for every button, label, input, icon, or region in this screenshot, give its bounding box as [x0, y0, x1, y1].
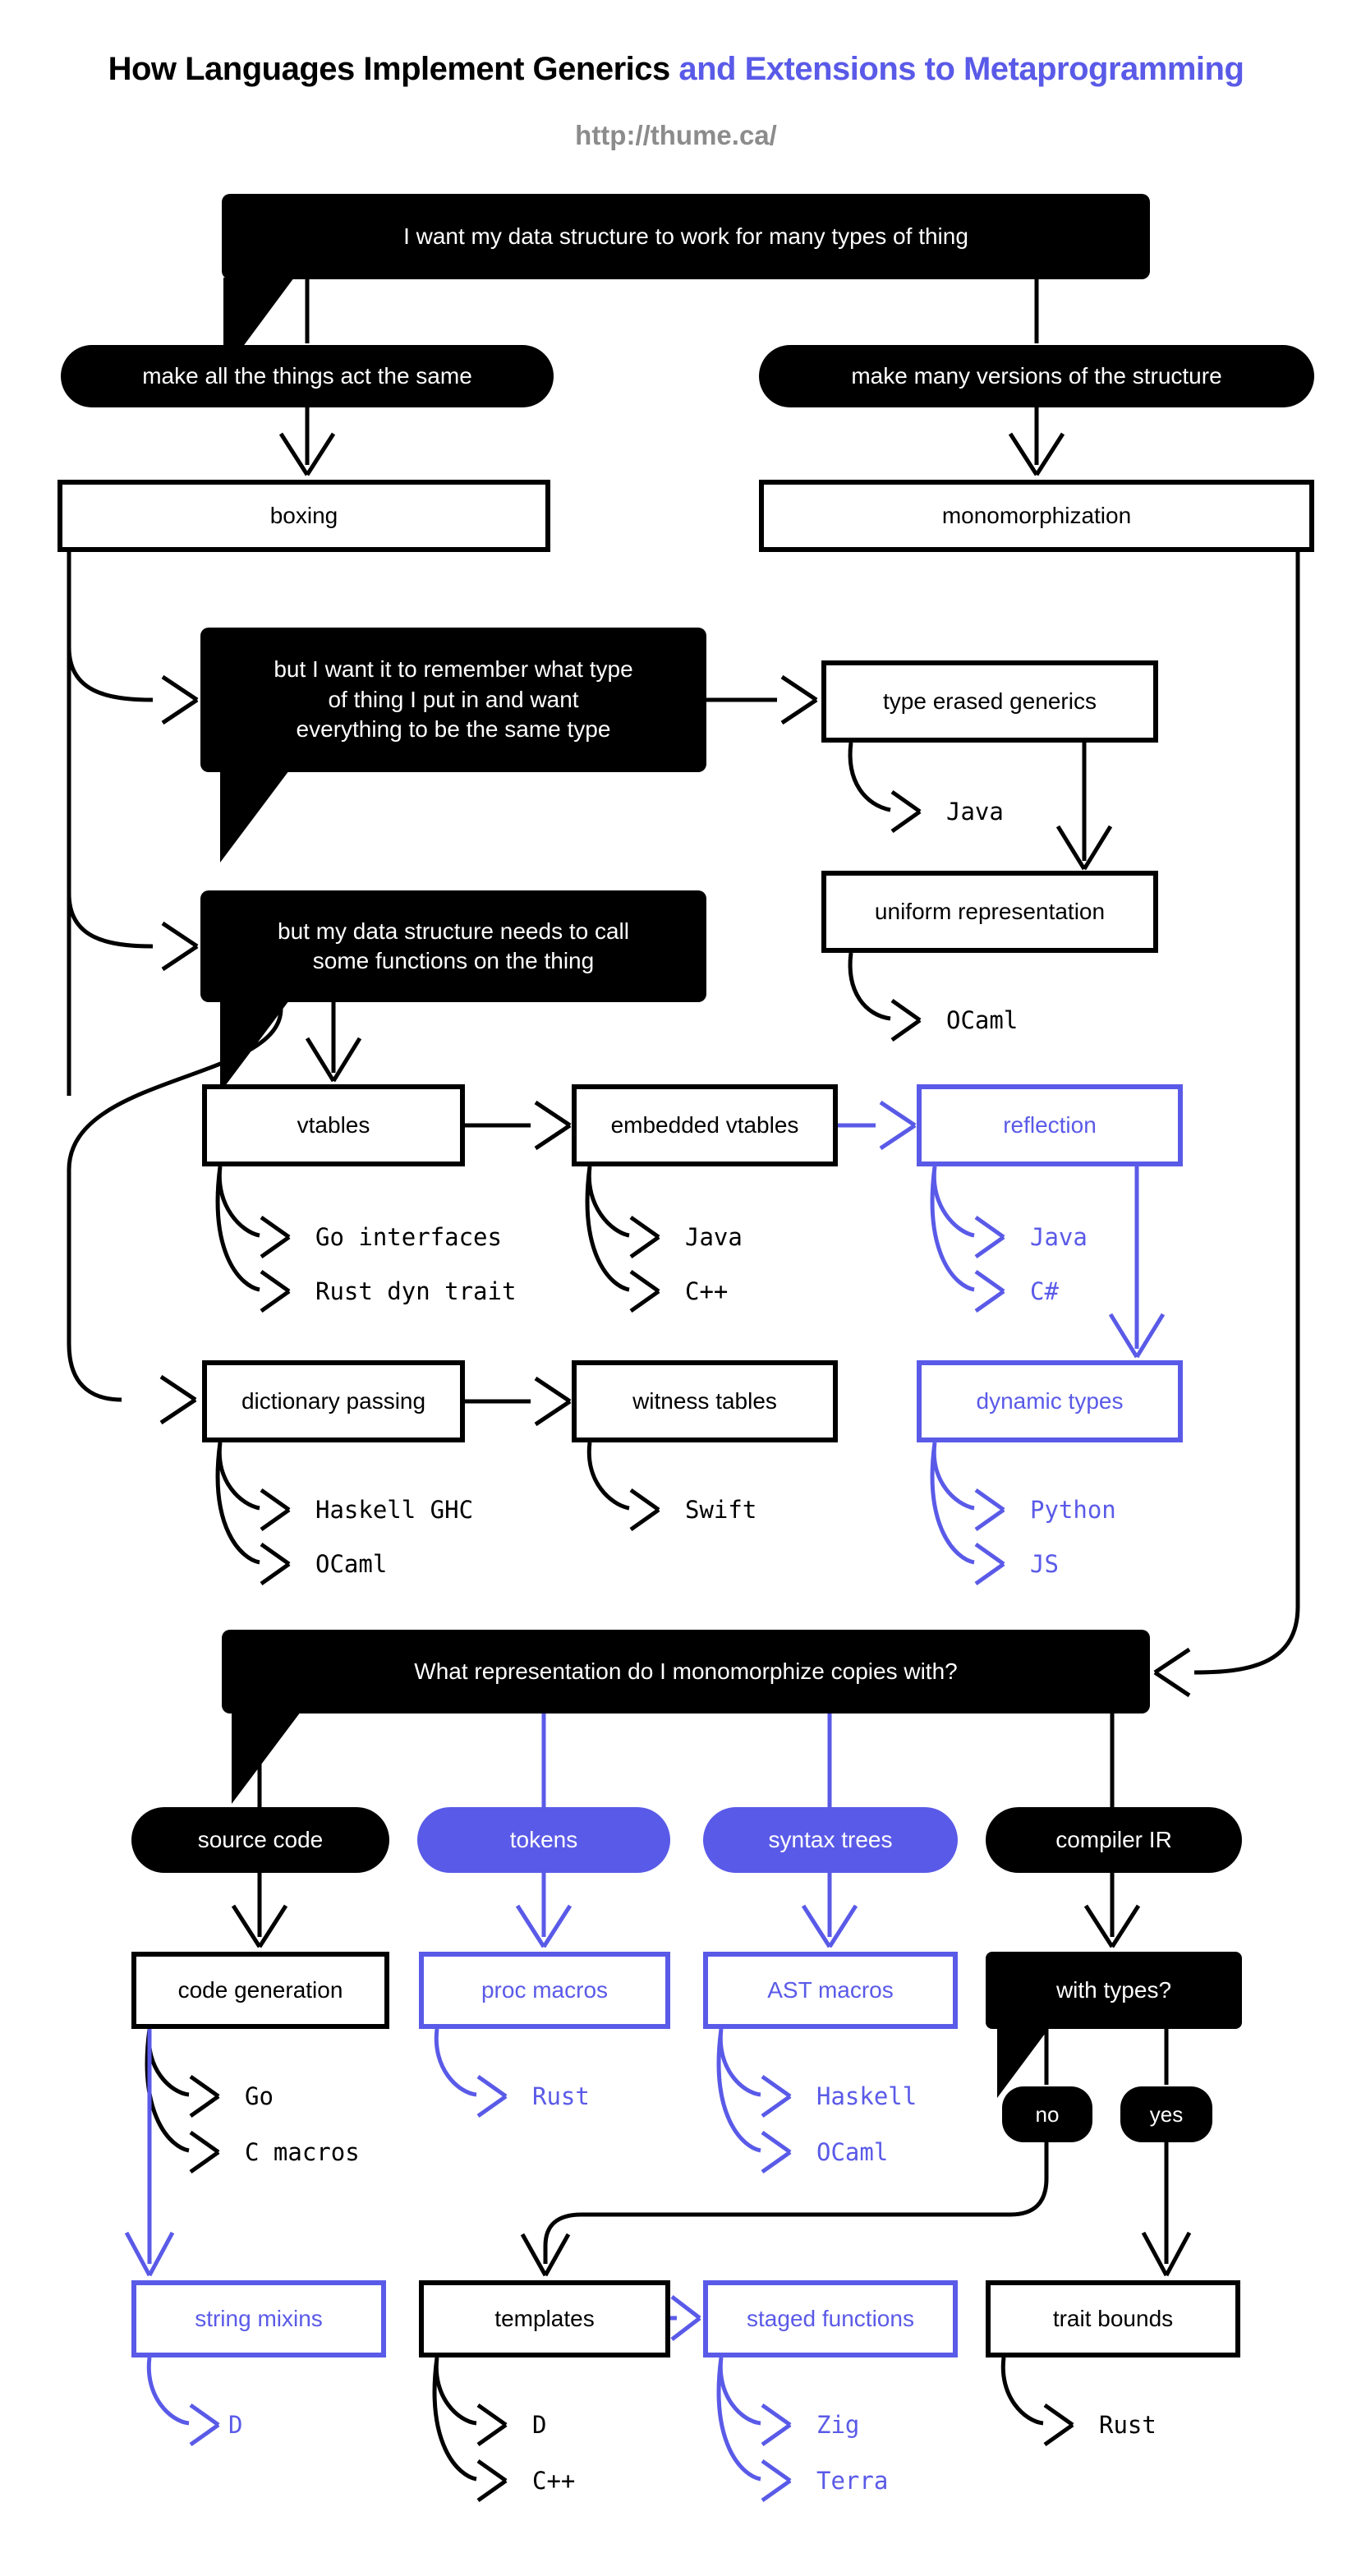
lang-js-dynamic: JS: [1030, 1550, 1059, 1578]
box-embedded-vtables-label: embedded vtables: [610, 1112, 799, 1138]
lang-d-string-mixins: D: [228, 2411, 243, 2439]
lang-rust-proc-macros: Rust: [532, 2082, 590, 2110]
pill-compiler-ir-label: compiler IR: [1055, 1827, 1172, 1852]
box-dynamic-types-label: dynamic types: [976, 1388, 1124, 1414]
box-code-generation: [131, 1952, 389, 2029]
box-string-mixins-label: string mixins: [195, 2306, 323, 2331]
lang-go-interfaces: Go interfaces: [315, 1223, 502, 1251]
box-monomorphization: [759, 480, 1314, 552]
page-title-black: How Languages Implement Generics: [108, 51, 670, 87]
pill-many-versions: [759, 345, 1314, 407]
box-trait-bounds-label: trait bounds: [1052, 2306, 1174, 2331]
pill-no: [1002, 2086, 1092, 2142]
box-dictionary-passing: [202, 1360, 465, 1442]
pill-no-label: no: [1035, 2101, 1060, 2127]
box-trait-bounds: [986, 2280, 1240, 2358]
lang-cpp-templates: C++: [532, 2467, 576, 2495]
bubble-many-types-label: I want my data structure to work for many types of thing: [403, 223, 968, 249]
lang-ocaml-dictionary: OCaml: [315, 1550, 388, 1578]
pill-act-the-same: [61, 345, 554, 407]
box-code-generation-label: code generation: [177, 1977, 343, 2003]
box-monomorphization-label: monomorphization: [941, 503, 1132, 528]
lang-rust-dyn-trait: Rust dyn trait: [315, 1277, 517, 1305]
box-staged-functions: [703, 2280, 958, 2358]
box-witness-tables: [572, 1360, 838, 1442]
lang-terra-staged: Terra: [816, 2467, 889, 2495]
lang-ocaml-uniform: OCaml: [946, 1006, 1019, 1034]
box-type-erased-generics: [821, 660, 1158, 743]
lang-cpp-embedded: C++: [685, 1277, 729, 1305]
pill-tokens-label: tokens: [509, 1827, 578, 1852]
page-title-blue: and Extensions to Metaprogramming: [669, 51, 1244, 87]
lang-haskell-ghc: Haskell GHC: [315, 1496, 474, 1524]
pill-act-the-same-label: make all the things act the same: [142, 363, 472, 389]
lang-c-macros: C macros: [245, 2138, 360, 2166]
lang-csharp-reflection: C#: [1030, 1277, 1059, 1305]
pill-many-versions-label: make many versions of the structure: [851, 363, 1222, 389]
box-vtables-label: vtables: [297, 1112, 370, 1138]
lang-python-dynamic: Python: [1030, 1496, 1116, 1524]
page-subtitle: http://thume.ca/: [575, 120, 777, 150]
box-embedded-vtables: [572, 1084, 838, 1166]
lang-zig-staged: Zig: [816, 2411, 860, 2439]
box-vtables: [202, 1084, 465, 1166]
box-dynamic-types: [917, 1360, 1183, 1442]
box-proc-macros: [419, 1952, 670, 2029]
box-type-erased-generics-label: type erased generics: [883, 688, 1097, 714]
lang-java-embedded: Java: [685, 1223, 743, 1251]
lang-d-templates: D: [532, 2411, 547, 2439]
bubble-with-types: [986, 1952, 1242, 2029]
bubble-call-functions: [200, 890, 706, 1002]
box-ast-macros-label: AST macros: [767, 1977, 894, 2003]
pill-syntax-trees-label: syntax trees: [768, 1827, 893, 1852]
lang-ocaml-ast-macros: OCaml: [816, 2138, 889, 2166]
box-uniform-representation-label: uniform representation: [874, 899, 1106, 924]
pill-yes: [1120, 2086, 1212, 2142]
box-witness-tables-label: witness tables: [632, 1388, 777, 1414]
bubble-many-types: [222, 194, 1150, 279]
box-templates-label: templates: [494, 2306, 595, 2331]
pill-source-code-label: source code: [197, 1827, 324, 1852]
box-staged-functions-label: staged functions: [747, 2306, 914, 2331]
lang-haskell-ast-macros: Haskell: [816, 2082, 917, 2110]
lang-java-type-erased: Java: [946, 798, 1004, 826]
box-ast-macros: [703, 1952, 958, 2029]
bubble-with-types-label: with types?: [1055, 1976, 1172, 2003]
box-proc-macros-label: proc macros: [481, 1977, 609, 2003]
bubble-monomorphize-representation: [222, 1630, 1150, 1714]
pill-compiler-ir: [986, 1807, 1242, 1873]
pill-syntax-trees: [703, 1807, 958, 1873]
box-boxing-label: boxing: [269, 503, 338, 528]
box-reflection-label: reflection: [1003, 1112, 1097, 1138]
bubble-remember-type: [200, 628, 706, 772]
lang-go-codegen: Go: [245, 2082, 274, 2110]
lang-swift-witness: Swift: [685, 1496, 757, 1524]
lang-java-reflection: Java: [1030, 1223, 1088, 1251]
pill-yes-label: yes: [1149, 2101, 1184, 2127]
box-reflection: [917, 1084, 1183, 1166]
bubble-remember-type-label: but I want it to remember what type of thing I put in and want everything to be the same type: [274, 656, 633, 743]
box-templates: [419, 2280, 670, 2358]
lang-rust-trait-bounds: Rust: [1099, 2411, 1157, 2439]
box-string-mixins: [131, 2280, 386, 2358]
box-dictionary-passing-label: dictionary passing: [241, 1388, 426, 1414]
bubble-monomorphize-representation-label: What representation do I monomorphize copies with?: [414, 1658, 958, 1684]
box-boxing: [57, 480, 550, 552]
bubble-call-functions-label: but my data structure needs to call some functions on the thing: [278, 918, 629, 973]
pill-tokens: [417, 1807, 670, 1873]
pill-source-code: [131, 1807, 389, 1873]
box-uniform-representation: [821, 871, 1158, 953]
